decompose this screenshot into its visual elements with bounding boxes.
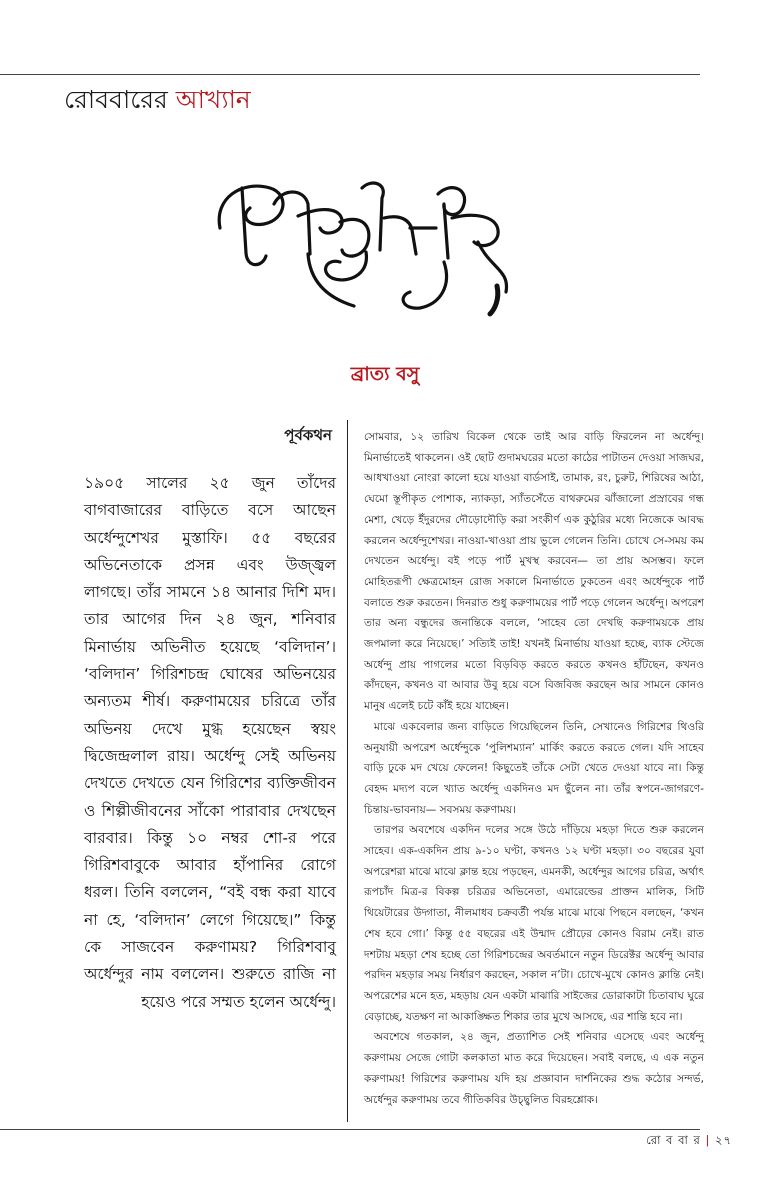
body-paragraph: মাঝে একবেলার জন্য বাড়িতে গিয়েছিলেন তিনি, সেখানেও গিরিশের থিওরি অনুযায়ী অপরেশ অর্ধেন্দুকে ‘পুলিশম্যান’ মার্কিং করতে করতে গেল। যদি সাহেব বাড়ি ঢুকে মদ খেয়ে ফেলেন! কিছুতেই তাঁকে সেটা খেতে দেওয়া যাবে না। কিন্তু বেহদ্দ মদ্যপ বলে খ্যাত অর্ধেন্দু একদিনও মদ ছুঁলেন না। তাঁর স্বপনে-জাগরণে-চিন্তায়-ভাবনায়— সবসময় করুণাময়। <box>364 720 704 816</box>
bottom-rule <box>0 1129 700 1130</box>
folio-separator: | <box>705 1133 711 1147</box>
top-rule <box>0 74 700 75</box>
section-label-prefix: রোববারের <box>64 85 168 114</box>
body-paragraph: সোমবার, ১২ তারিখ বিকেল থেকে তাই আর বাড়ি ফিরলেন না অর্ধেন্দু। মিনার্ভাতেই থাকলেন। ওই ছোট গুদামঘরের মতো কাঠের পাটাতন দেওয়া সাজঘর, আধখাওয়া নোংরা কালো হয়ে যাওয়া বার্ডসাই, তামাক, রং, চুরুট, শিরিষের আঠা, ঘেমো স্তূপীকৃত পোশাক, ন্যাকড়া, স্যাঁতসেঁতে বাথরুমের ঝাঁজালো প্রস্রাবের গন্ধ মেশা, খেড়ে ইঁদুরদের দৌড়োদৌড়ি করা সংকীর্ণ এক কুঠুরির মধ্যে নিজেকে আবদ্ধ করলেন অর্ধেন্দুশেখর। নাওয়া-খাওয়া প্রায় ভুলে গেলেন তিনি। চোখে সে-সময় কম দেখতেন অর্ধেন্দু। বই পড়ে পার্ট মুখস্থ করবেন— তা প্রায় অসম্ভব। ফলে মোহিতরূপী ক্ষেত্রমোহন রোজ সকালে মিনার্ভাতে ঢুকতেন এবং অর্ধেন্দুকে পার্ট বলাতে শুরু করতেন। দিনরাত শুধু করুণাময়ের পার্ট পড়ে গেলেন অর্ধেন্দু। অপরেশ তার অন্য বন্ধুদের জনান্তিকে বললে, ‘সাহেব তো দেখছি করুণাময়কে প্রায় জপমালা করে নিয়েছে।’ সত্যিই তাই! যখনই মিনার্ভায় যাওয়া হচ্ছে, ব্যাক স্টেজে অর্ধেন্দু প্রায় পাগলের মতো বিড়বিড় করতে করতে কখনও হাঁটছেন, কখনও কাঁদছেন, কখনও বা আবার উবু হয়ে বসে বিজবিজ করছেন আর সামনে কোনও মানুষ এলেই চটে কাঁই হয়ে যাচ্ছেন। <box>364 431 704 713</box>
title-calligraphy <box>212 158 512 318</box>
body-paragraph: অবশেষে গতকাল, ২৪ জুন, প্রত্যাশিত সেই শনিবার এসেছে এবং অর্ধেন্দু করুণাময় সেজে গোটা কলকাতা মাত করে দিয়েছেন। সবাই বলছে, এ এক নতুন করুণাময়! গিরিশের করুণাময় যদি হয় প্রজ্ঞাবান দার্শনিকের শুদ্ধ কঠোর সন্দর্ভ, অর্ধেন্দুর করুণাময় তবে গীতিকবির উচ্ছ্বলিত বিরহশ্লোক। <box>364 1031 704 1106</box>
author-byline: ব্রাত্য বসু <box>350 363 420 385</box>
section-label <box>64 84 251 116</box>
subhead: পূর্বকথন <box>284 426 332 444</box>
body-paragraph: তারপর অবশেষে একদিন দলের সঙ্গে উঠে দাঁড়িয়ে মহড়া দিতে শুরু করলেন সাহেব। এক-একদিন প্রায় ৯-১০ ঘণ্টা, কখনও ১২ ঘণ্টা মহড়া। ৩০ বছরের যুবা অপরেশরা মাঝে মাঝে ক্লান্ত হয়ে পড়ছেন, এমনকী, অর্ধেন্দুর আগের চরিত্র, অর্থাৎ রূপচাঁদ মিত্র-র বিকল্প চরিত্রর অভিনেতা, এমারেল্ডের প্রাক্তন মালিক, সিটি থিয়েটারের উদ্গাতা, নীলমাধব চক্রবর্তী পর্যন্ত মাঝে মাঝে পিছনে বলছেন, ‘কখন শেষ হবে গো।’ কিন্তু ৫৫ বছরের এই উন্মাদ প্রৌঢ়ের কোনও বিরাম নেই। রাত দশটায় মহড়া শেষ হচ্ছে তো গিরিশচন্দ্রের অবর্তমানে নতুন ডিরেক্টর অর্ধেন্দু আবার পরদিন মহড়ার সময় নির্ধারণ করছেন, সকাল ন’টা। চোখে-মুখে কোনও ক্লান্তি নেই। অপরেশের মনে হত, মহড়ায় যেন একটা মাঝারি সাইজের ডোরাকাটা চিতাবাঘ ঘুরে বেড়াচ্ছে, যতক্ষণ না আকাঙ্ক্ষিত শিকার তার মুখে আসছে, এর শান্তি হবে না। <box>364 824 704 1023</box>
page-folio <box>646 1132 732 1151</box>
section-label-accent: আখ্যান <box>175 85 251 114</box>
column-divider <box>347 420 348 1122</box>
magazine-name: রো ব বা র <box>646 1133 701 1147</box>
page-number: ২৭ <box>715 1133 732 1147</box>
lead-paragraph: ১৯০৫ সালের ২৫ জুন তাঁদের বাগবাজারের বাড়িতে বসে আছেন অর্ধেন্দুশেখর মুস্তাফি। ৫৫ বছরের অভিনেতাকে প্রসন্ন এবং উজ্জ্বল লাগছে। তাঁর সামনে ১৪ আনার দিশি মদ। তার আগের দিন ২৪ জুন, শনিবার মিনার্ভায় অভিনীত হয়েছে ‘বলিদান’। ‘বলিদান’ গিরিশচন্দ্র ঘোষের অভিনয়ের অন্যতম শীর্ষ। করুণাময়ের চরিত্রে তাঁর অভিনয় দেখে মুগ্ধ হয়েছেন স্বয়ং দ্বিজেন্দ্রলাল রায়। অর্ধেন্দু সেই অভিনয় দেখতে দেখতে যেন গিরিশের ব্যক্তিজীবন ও শিল্পীজীবনের সাঁকো পারাবার দেখছেন বারবার। কিন্তু ১০ নম্বর শো-র পরে গিরিশবাবুকে আবার হাঁপানির রোগে ধরল। তিনি বললেন, “বই বন্ধ করা যাবে না হে, ‘বলিদান’ লেগে গিয়েছে।” কিন্তু কে সাজবেন করুণাময়? গিরিশবাবু অর্ধেন্দুর নাম বললেন। শুরুতে রাজি না হয়েও পরে সম্মত হলেন অর্ধেন্দু। <box>84 474 336 1011</box>
body-column <box>364 427 704 1110</box>
